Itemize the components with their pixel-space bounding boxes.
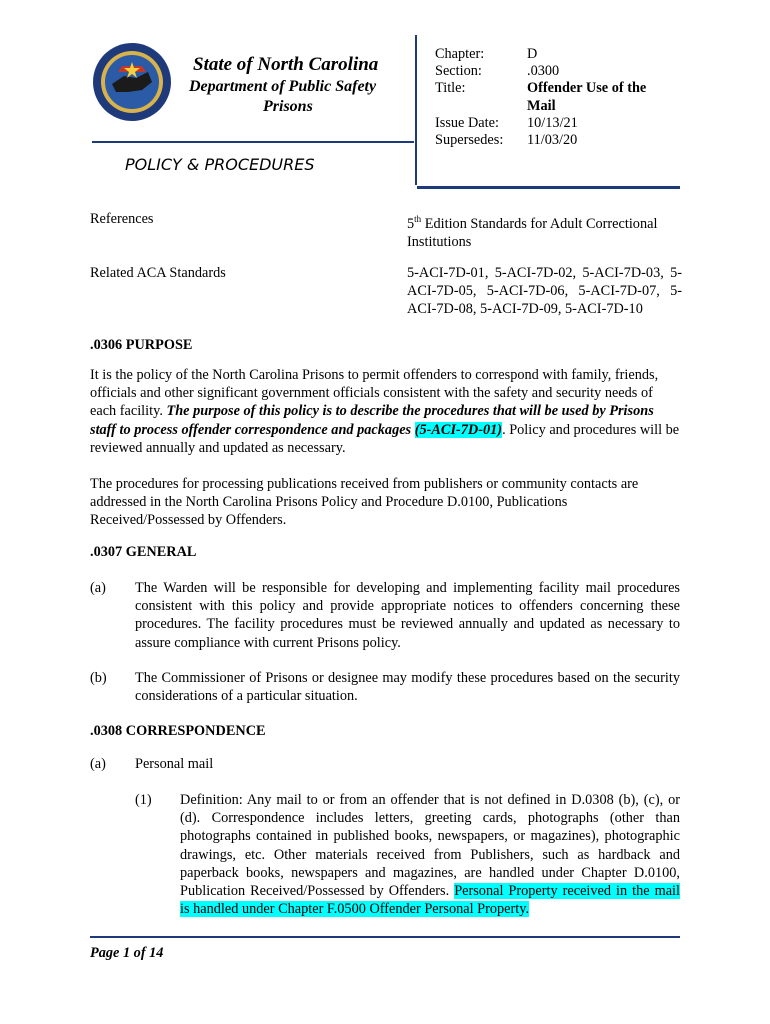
header-divider-left	[92, 141, 414, 143]
general-item-a: (a) The Warden will be responsible for developing and implementing facility mail procedures consistent with this policy and provide appropriate notices to offenders concerning these procedures. The facility procedures must be reviewed annually and updated as necessary to assure compliance with current Prisons policy.	[90, 580, 680, 651]
seal-icon	[92, 42, 172, 122]
document-metadata	[435, 46, 680, 149]
purpose-paragraph-1: It is the policy of the North Carolina Prisons to permit offenders to correspond with family, friends, officials and other significant government officials consistent with the safety and security needs of each facility. The purpose of this policy is to describe the procedures that will be used by Prisons staff to process offender correspondence and packages (5-ACI-7D-01). Policy and procedures will be reviewed annually and updated as necessary.	[90, 367, 680, 456]
nc-dps-seal-logo	[92, 42, 172, 122]
purpose-paragraph-2: The procedures for processing publications received from publishers or community contacts are addressed in the North Carolina Prisons Policy and Procedure D.0100, Publications Received/Possessed by Offenders.	[90, 476, 639, 529]
footer-divider	[90, 936, 680, 938]
header-vertical-divider	[415, 35, 417, 185]
meta-section: Section: .0300	[435, 63, 560, 80]
aca-standards-label: Related ACA Standards	[90, 265, 226, 281]
general-item-b: (b) The Commissioner of Prisons or designee may modify these procedures based on the security considerations of a particular situation.	[90, 670, 680, 705]
policy-banner: POLICY & PROCEDURES	[125, 155, 315, 174]
meta-supersedes: Supersedes: 11/03/20	[435, 132, 578, 149]
header-state: State of North Carolina	[193, 54, 379, 75]
meta-title: Title: Offender Use of the Mail	[435, 80, 647, 114]
meta-chapter: Chapter: D	[435, 46, 538, 62]
header-department: Department of Public Safety	[189, 78, 377, 95]
correspondence-heading: .0308 CORRESPONDENCE	[90, 723, 266, 739]
purpose-heading: .0306 PURPOSE	[90, 337, 193, 353]
references-value: 5th Edition Standards for Adult Correctional Institutions	[407, 214, 658, 250]
general-heading: .0307 GENERAL	[90, 544, 197, 560]
correspondence-item-a1: (1) Definition: Any mail to or from an offender that is not defined in D.0308 (b), (c), or (d). Correspondence includes letters, greeting cards, photographs (other than photographs contained in published books, newspapers, or magazines), photographic drawings, etc. Other materials received from Publishers, such as hardback and paperback books, newspapers and magazines, are handled under Chapter D.0100, Publication Received/Possessed by Offenders. Personal Property received in the mail is handled under Chapter F.0500 Offender Personal Property.	[135, 792, 680, 918]
header-division: Prisons	[263, 98, 313, 115]
correspondence-item-a: (a) Personal mail	[90, 756, 214, 772]
meta-issue-date: Issue Date: 10/13/21	[435, 114, 578, 131]
page-number: Page 1 of 14	[90, 945, 164, 961]
references-label: References	[90, 211, 154, 227]
aca-standards-value: 5-ACI-7D-01, 5-ACI-7D-02, 5-ACI-7D-03, 5-ACI-7D-05, 5-ACI-7D-06, 5-ACI-7D-07, 5-ACI-7D-08, 5-ACI-7D-09, 5-ACI-7D-10	[407, 265, 682, 318]
header-divider-right	[417, 186, 680, 189]
